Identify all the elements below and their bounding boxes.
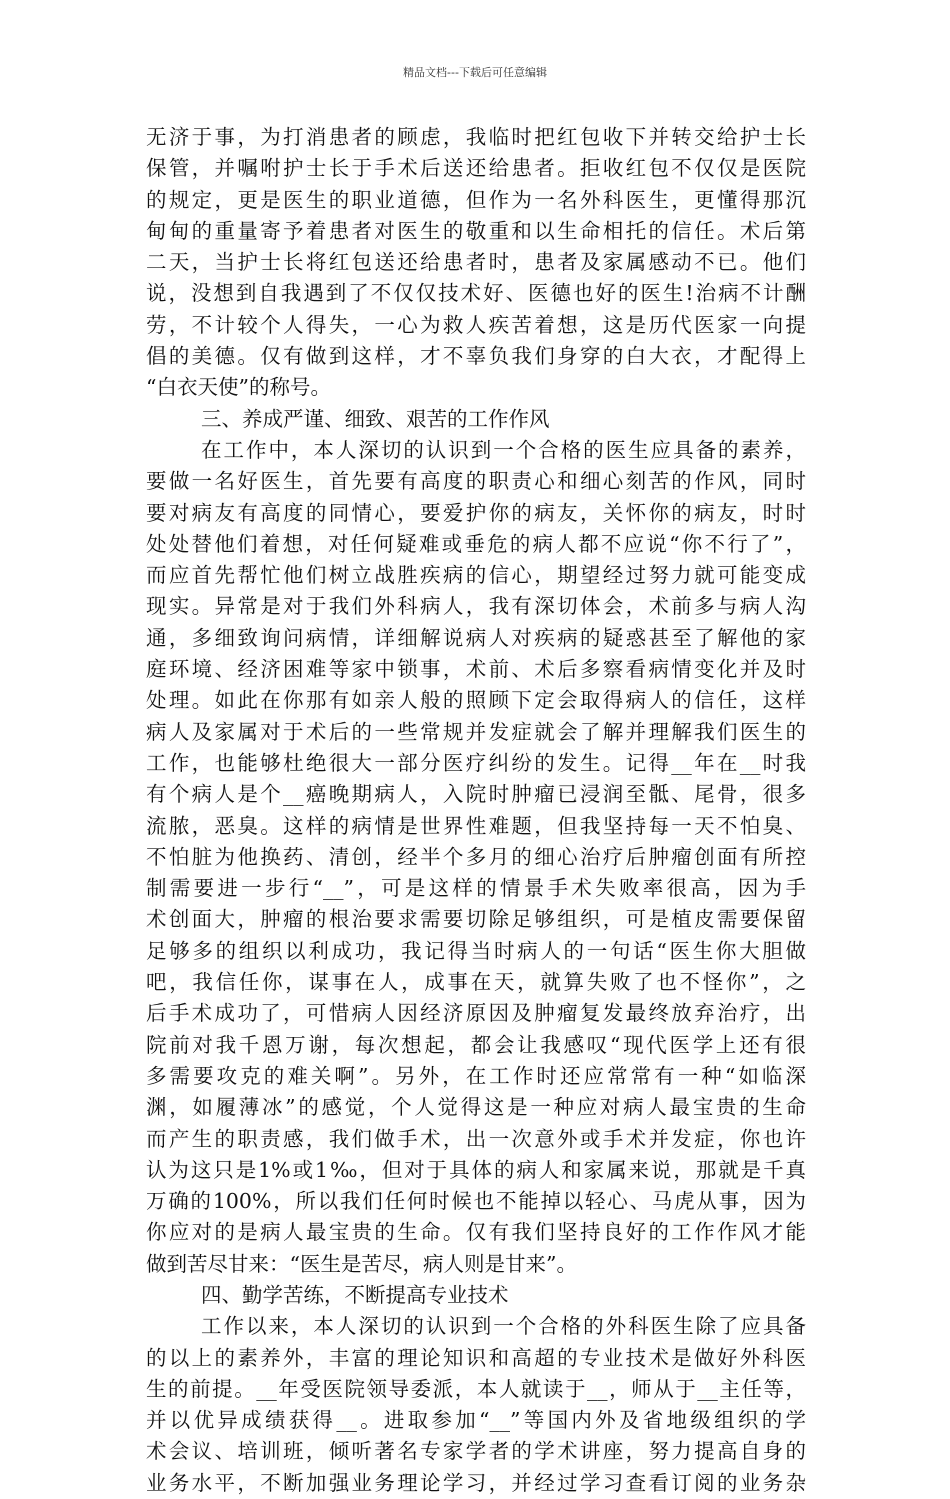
page-watermark: 精品文档---下载后可任意编辑 [403, 66, 547, 79]
text-line: 劳，不计较个人得失，一心为救人疾苦着想，这是历代医家一向提 [146, 312, 806, 337]
text-line: 有个病人是个__癌晚期病人，入院时肿瘤已浸润至骶、尾骨，很多 [146, 782, 806, 807]
text-line: 多需要攻克的难关啊”。另外，在工作时还应常常有一种“如临深 [146, 1063, 806, 1088]
text-line: 术创面大，肿瘤的根治要求需要切除足够组织，可是植皮需要保留 [146, 907, 806, 932]
text-line: 做到苦尽甘来：“医生是苦尽，病人则是甘来”。 [146, 1251, 577, 1276]
text-line: 处理。如此在你那有如亲人般的照顾下定会取得病人的信任，这样 [146, 688, 806, 713]
text-line: 要做一名好医生，首先要有高度的职责心和细心刻苦的作风，同时 [146, 469, 806, 494]
text-line: 的以上的素养外，丰富的理论知识和高超的专业技术是做好外科医 [146, 1345, 806, 1370]
text-line: 二天，当护士长将红包送还给患者时，患者及家属感动不已。他们 [146, 250, 806, 275]
text-line: 通，多细致询问病情，详细解说病人对疾病的疑惑甚至了解他的家 [146, 625, 806, 650]
text-line: 处处替他们着想，对任何疑难或垂危的病人都不应说“你不行了”， [146, 531, 806, 556]
text-line: 庭环境、经济困难等家中锁事，术前、术后多察看病情变化并及时 [146, 657, 806, 682]
text-line: 吧，我信任你，谋事在人，成事在天，就算失败了也不怪你”，之 [146, 970, 806, 995]
text-line: 无济于事，为打消患者的顾虑，我临时把红包收下并转交给护士长 [146, 125, 806, 149]
text-line: 术会议、培训班，倾听著名专家学者的学术讲座，努力提高自身的 [146, 1439, 806, 1464]
text-line: 病人及家属对于术后的一些常规并发症就会了解并理解我们医生的 [146, 719, 806, 744]
text-line: 生的前提。__年受医院领导委派，本人就读于__，师从于__主任等， [146, 1376, 806, 1401]
text-line: 倡的美德。仅有做到这样，才不辜负我们身穿的白大衣，才配得上 [146, 344, 806, 369]
text-line: 流脓，恶臭。这样的病情是世界性难题，但我坚持每一天不怕臭、 [146, 813, 806, 838]
text-line: 业务水平，不断加强业务理论学习，并经过学习查看订阅的业务杂 [146, 1470, 806, 1495]
text-line: 说，没想到自我遇到了不仅仅技术好、医德也好的医生!治病不计酬 [146, 281, 806, 306]
text-line: 并以优异成绩获得__。进取参加“__”等国内外及省地级组织的学 [146, 1408, 806, 1433]
text-line: 而产生的职责感，我们做手术，出一次意外或手术并发症，你也许 [146, 1126, 806, 1151]
text-line: 足够多的组织以利成功，我记得当时病人的一句话“医生你大胆做 [146, 938, 806, 963]
text-line: 的规定，更是医生的职业道德，但作为一名外科医生，更懂得那沉 [146, 187, 806, 212]
text-line: 你应对的是病人最宝贵的生命。仅有我们坚持良好的工作作风才能 [146, 1220, 806, 1245]
text-line: 不怕脏为他换药、清创，经半个多月的细心治疗后肿瘤创面有所控 [146, 844, 806, 869]
text-line: 甸甸的重量寄予着患者对医生的敬重和以生命相托的信任。术后第 [146, 218, 806, 243]
text-line: 保管，并嘱咐护士长于手术后送还给患者。拒收红包不仅仅是医院 [146, 156, 806, 181]
section-heading: 三、养成严谨、细致、艰苦的工作作风 [201, 406, 550, 431]
text-line: 渊，如履薄冰”的感觉，个人觉得这是一种应对病人最宝贵的生命 [146, 1095, 806, 1120]
text-line: 在工作中，本人深切的认识到一个合格的医生应具备的素养， [201, 437, 806, 462]
section-heading: 四、勤学苦练，不断提高专业技术 [201, 1282, 509, 1307]
text-line: 院前对我千恩万谢，每次想起，都会让我感叹“现代医学上还有很 [146, 1032, 806, 1057]
text-line: 现实。异常是对于我们外科病人，我有深切体会，术前多与病人沟 [146, 594, 806, 619]
text-line: 工作，也能够杜绝很大一部分医疗纠纷的发生。记得__年在__时我 [146, 750, 806, 775]
text-line: 认为这只是1%或1‰，但对于具体的病人和家属来说，那就是千真 [146, 1157, 806, 1182]
text-line: 工作以来，本人深切的认识到一个合格的外科医生除了应具备 [201, 1314, 806, 1339]
text-line: “白衣天使”的称号。 [146, 375, 331, 400]
text-line: 制需要进一步行“__”，可是这样的情景手术失败率很高，因为手 [146, 876, 806, 901]
text-line: 要对病友有高度的同情心，要爱护你的病友，关怀你的病友，时时 [146, 500, 806, 525]
text-line: 后手术成功了，可惜病人因经济原因及肿瘤复发最终放弃治疗，出 [146, 1001, 806, 1026]
text-line: 而应首先帮忙他们树立战胜疾病的信心，期望经过努力就可能变成 [146, 563, 806, 588]
document-body [146, 122, 806, 1499]
text-line: 万确的100%，所以我们任何时候也不能掉以轻心、马虎从事，因为 [146, 1189, 806, 1214]
